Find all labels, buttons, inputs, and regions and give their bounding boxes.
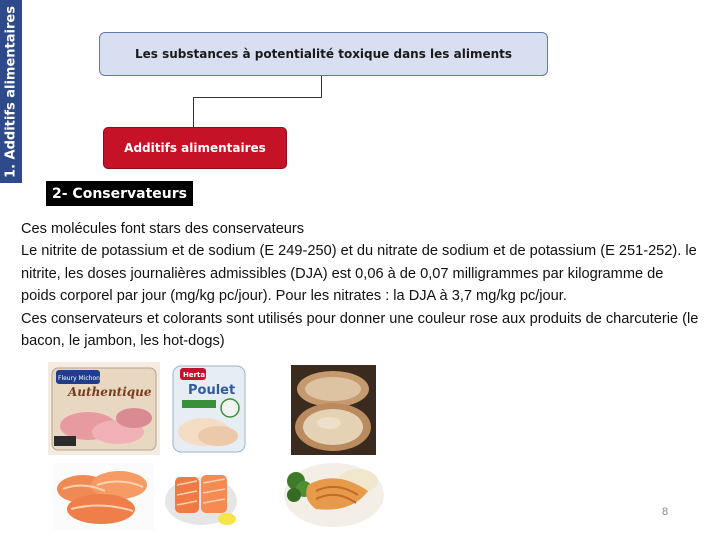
salmon-fillets-image	[163, 463, 240, 530]
side-section-label-text: 1. Additifs alimentaires	[3, 5, 19, 178]
ham-package-image	[48, 362, 160, 455]
ham-brand: Fleury Michon	[58, 375, 100, 382]
paragraph: Ces conservateurs et colorants sont utilisés pour donner une couleur rose aux produits de charcuterie (le bacon, le jambon, les hot-dogs)	[21, 310, 699, 350]
roast-meat-image	[291, 365, 376, 455]
chicken-package-image	[170, 362, 248, 455]
header-box	[99, 32, 548, 76]
side-section-label	[0, 0, 22, 183]
page-number: 8	[662, 506, 669, 518]
paragraph: Ces molécules font stars des conservateurs	[21, 221, 305, 237]
paragraph: Le nitrite de potassium et de sodium (E 249-250) et du nitrate de sodium et de potassium (E 251-252). le nitrite, les doses journalières admissibles (DJA) est 0,06 à de 0,07 milligrammes par kilogramme de poids corporel par jour (mg/kg pc/jour). Pour les nitrates : la DJA à 3,7 mg/kg pc/jour.	[21, 243, 697, 305]
header-box-text: Les substances à potentialité toxique dans les aliments	[134, 47, 513, 61]
category-box-text: Additifs alimentaires	[124, 141, 266, 155]
connector-line	[321, 76, 322, 97]
body-text	[21, 218, 701, 352]
ham-product: Authentique	[68, 385, 152, 399]
category-box	[103, 127, 287, 169]
chicken-product: Poulet	[188, 383, 236, 398]
salmon-slices-image	[53, 463, 154, 530]
connector-line	[193, 97, 322, 98]
chicken-brand: Herta	[183, 371, 206, 379]
salmon-plate-image	[282, 455, 384, 530]
section-title	[46, 181, 193, 206]
connector-line	[193, 97, 194, 127]
section-title-text: 2- Conservateurs	[52, 185, 187, 202]
